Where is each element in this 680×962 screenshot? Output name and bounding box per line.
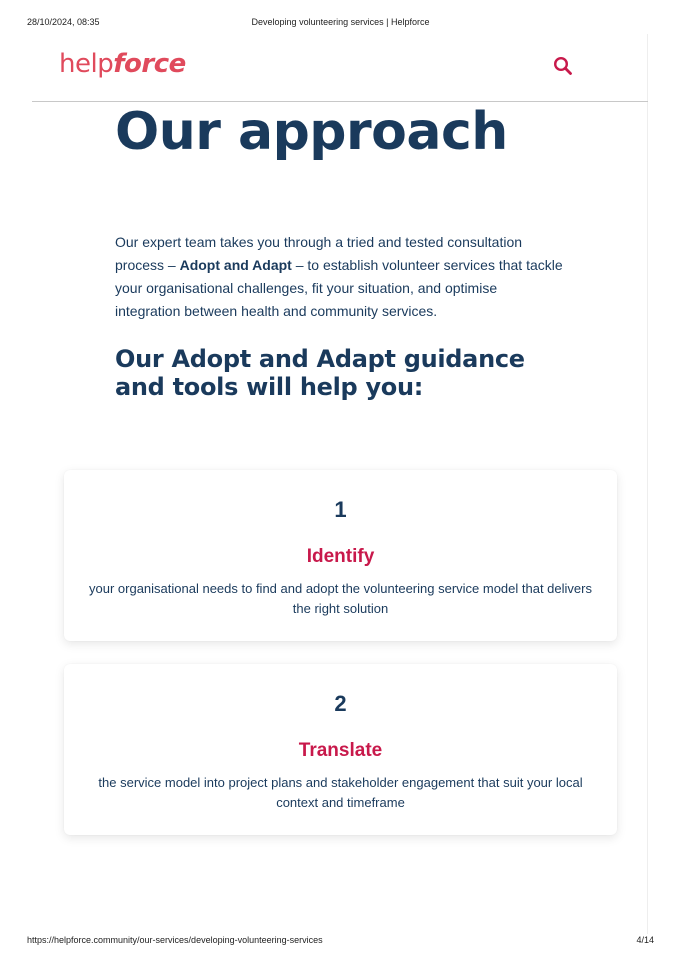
logo-text-light: help bbox=[59, 49, 114, 79]
intro-text-bold: Adopt and Adapt bbox=[179, 257, 292, 273]
logo-text-bold: force bbox=[113, 49, 186, 79]
step-description: the service model into project plans and stakeholder engagement that suit your local context and timeframe bbox=[98, 775, 583, 810]
step-card-translate bbox=[64, 664, 617, 835]
site-header bbox=[32, 34, 648, 102]
step-description: your organisational needs to find and adopt the volunteering service model that delivers the right solution bbox=[89, 581, 592, 616]
print-document-title: Developing volunteering services | Helpforce bbox=[251, 17, 430, 27]
print-datetime: 28/10/2024, 08:35 bbox=[27, 17, 100, 27]
step-number: 1 bbox=[334, 497, 347, 522]
section-subtitle: Our Adopt and Adapt guidance and tools will help you: bbox=[115, 345, 525, 401]
page-title: Our approach bbox=[115, 102, 508, 162]
print-page-number: 4/14 bbox=[636, 935, 654, 945]
search-button[interactable] bbox=[551, 54, 575, 78]
step-number: 2 bbox=[334, 691, 347, 716]
page-edge-divider bbox=[647, 34, 648, 934]
print-url: https://helpforce.community/our-services/developing-volunteering-services bbox=[27, 935, 323, 945]
print-footer bbox=[27, 935, 654, 947]
intro-text-after: – to establish volunteer services that tackle your organisational challenges, fit your situation, and optimise integration between health and community services. bbox=[115, 257, 563, 319]
search-icon bbox=[551, 54, 575, 78]
intro-text-before: Our expert team takes you through a tried and tested consultation process – bbox=[115, 234, 523, 273]
intro-paragraph bbox=[115, 231, 565, 323]
print-header bbox=[27, 17, 654, 29]
step-heading: Identify bbox=[306, 546, 375, 567]
step-heading: Translate bbox=[298, 740, 383, 761]
step-card-identify bbox=[64, 470, 617, 641]
helpforce-logo[interactable] bbox=[59, 49, 186, 79]
